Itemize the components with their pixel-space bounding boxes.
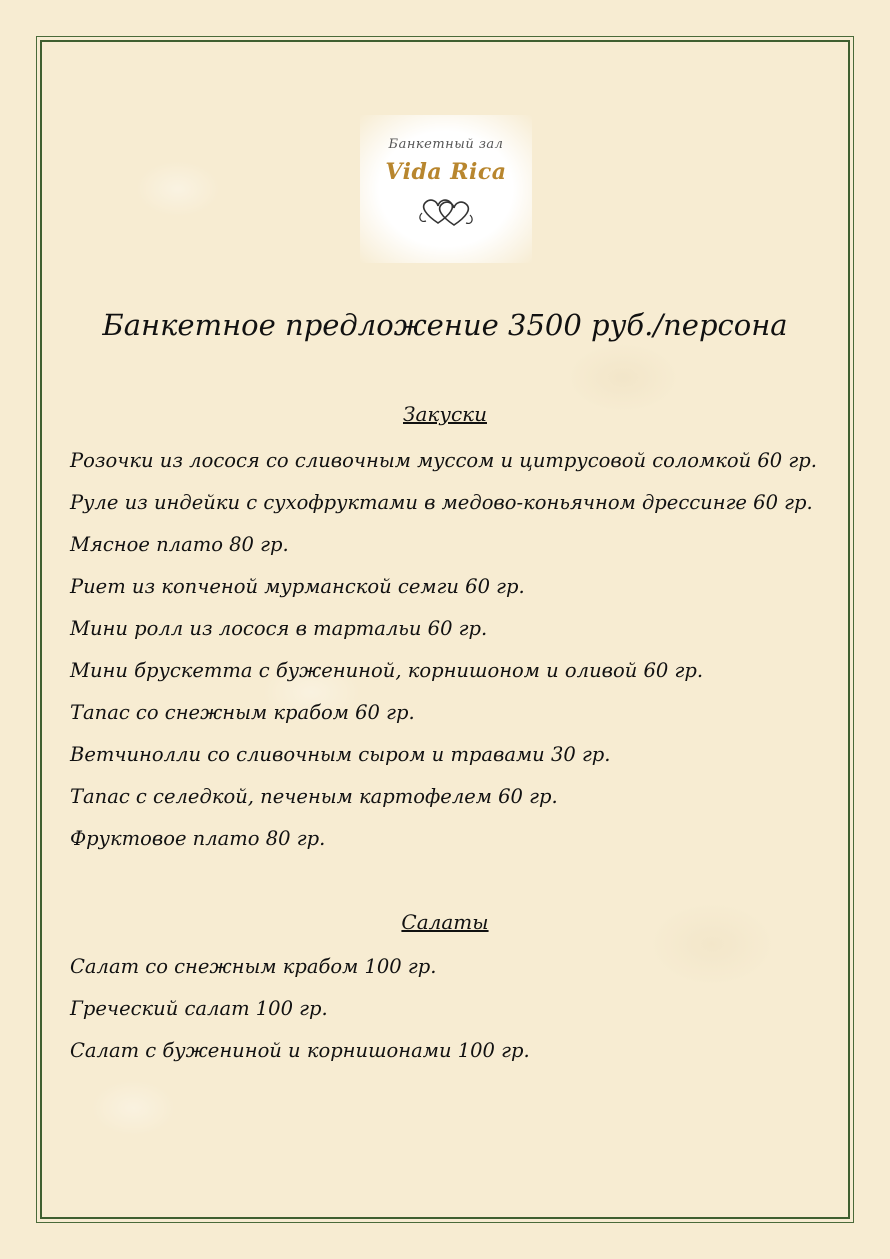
list-item: Салат со снежным крабом 100 гр. <box>70 955 437 978</box>
page-title: Банкетное предложение 3500 руб./персона <box>102 308 788 342</box>
section-heading-appetizers: Закуски <box>403 402 487 426</box>
list-item: Руле из индейки с сухофруктами в медово-коньячном дрессинге 60 гр. <box>70 491 813 514</box>
list-item: Розочки из лосося со сливочным муссом и цитрусовой соломкой 60 гр. <box>70 449 817 472</box>
list-item: Греческий салат 100 гр. <box>70 997 328 1020</box>
list-item: Ветчинолли со сливочным сыром и травами 30 гр. <box>70 743 611 766</box>
list-item: Мини ролл из лосося в тартальи 60 гр. <box>70 617 488 640</box>
logo-subtitle: Банкетный зал <box>388 137 504 152</box>
list-item: Мини брускетта с бужениной, корнишоном и оливой 60 гр. <box>70 659 704 682</box>
intertwined-hearts-icon <box>416 193 476 233</box>
logo-name: Vida Rica <box>385 159 507 185</box>
list-item: Тапас со снежным крабом 60 гр. <box>70 701 415 724</box>
list-item: Фруктовое плато 80 гр. <box>70 827 326 850</box>
list-item: Салат с бужениной и корнишонами 100 гр. <box>70 1039 530 1062</box>
venue-logo <box>360 115 532 263</box>
list-item: Риет из копченой мурманской семги 60 гр. <box>70 575 525 598</box>
salads-list <box>70 946 530 1072</box>
section-heading-salads: Салаты <box>401 910 489 934</box>
appetizers-list <box>70 440 817 860</box>
list-item: Тапас с селедкой, печеным картофелем 60 гр. <box>70 785 558 808</box>
list-item: Мясное плато 80 гр. <box>70 533 289 556</box>
